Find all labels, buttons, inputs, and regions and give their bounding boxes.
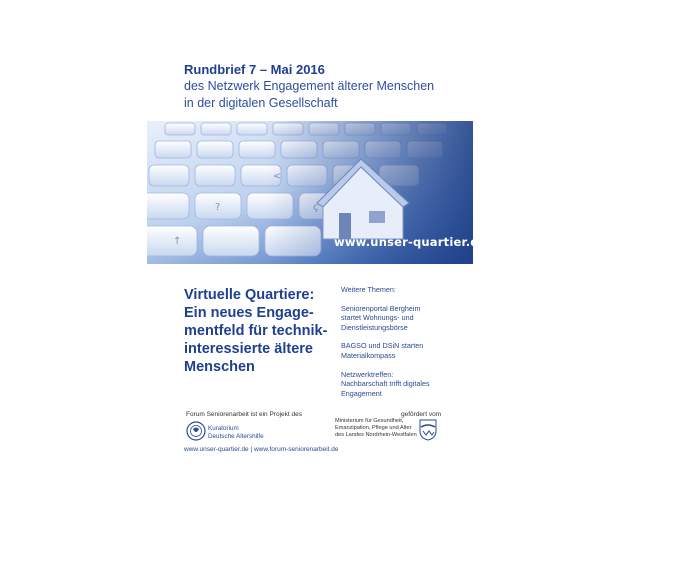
topic-line: Engagement	[341, 388, 382, 398]
headline-line: Menschen	[184, 359, 255, 375]
topic-item	[341, 341, 430, 360]
topic-line: Netzwerktreffen:	[341, 369, 394, 379]
headline-line: Ein neues Engage-	[184, 305, 314, 321]
svg-text:?: ?	[215, 202, 221, 213]
kda-name	[208, 425, 264, 440]
headline-line: interessierte ältere	[184, 341, 313, 357]
topic-line: Seniorenportal Bergheim	[341, 303, 421, 313]
ministry-line: Emanzipation, Pflege und Alter	[335, 424, 412, 431]
topic-item	[341, 370, 430, 399]
funded-by-text: gefördert vom	[401, 411, 442, 418]
topic-line: BAGSO und DSiN starten	[341, 341, 424, 351]
topic-line: startet Wohnungs- und	[341, 313, 414, 323]
kda-logo-icon	[186, 421, 206, 441]
headline-line: mentfeld für technik-	[184, 323, 328, 339]
kda-name-line: Deutsche Altershilfe	[208, 432, 264, 440]
svg-text:↑: ↑	[173, 236, 182, 247]
newsletter-subtitle-line1: des Netzwerk Engagement älterer Menschen	[184, 79, 435, 93]
newsletter-subtitle-line2: in der digitalen Gesellschaft	[184, 96, 338, 110]
main-headline	[184, 286, 327, 376]
topic-line: Dienstleistungsbörse	[341, 322, 408, 332]
nrw-crest-icon	[419, 419, 437, 441]
banner-url: www.unser-quartier.de	[334, 235, 487, 249]
topic-line: Materialkompass	[341, 350, 396, 360]
ministry-line: Ministerium für Gesundheit,	[335, 418, 404, 424]
forum-project-text: Forum Seniorenarbeit ist ein Projekt des	[186, 411, 302, 418]
kda-name-line: Kuratorium	[208, 425, 239, 432]
ministry-name	[335, 418, 417, 438]
footer-urls: www.unser-quartier.de | www.forum-seniorenarbeit.de	[184, 446, 339, 453]
further-topics	[341, 285, 430, 407]
topic-line: Nachbarschaft trifft digitales	[341, 379, 430, 389]
newsletter-title: Rundbrief 7 – Mai 2016	[184, 62, 325, 77]
topic-item	[341, 304, 430, 333]
further-topics-title: Weitere Themen:	[341, 285, 396, 294]
headline-line: Virtuelle Quartiere:	[184, 287, 315, 303]
ministry-line: des Landes Nordrhein-Westfalen	[335, 431, 417, 438]
